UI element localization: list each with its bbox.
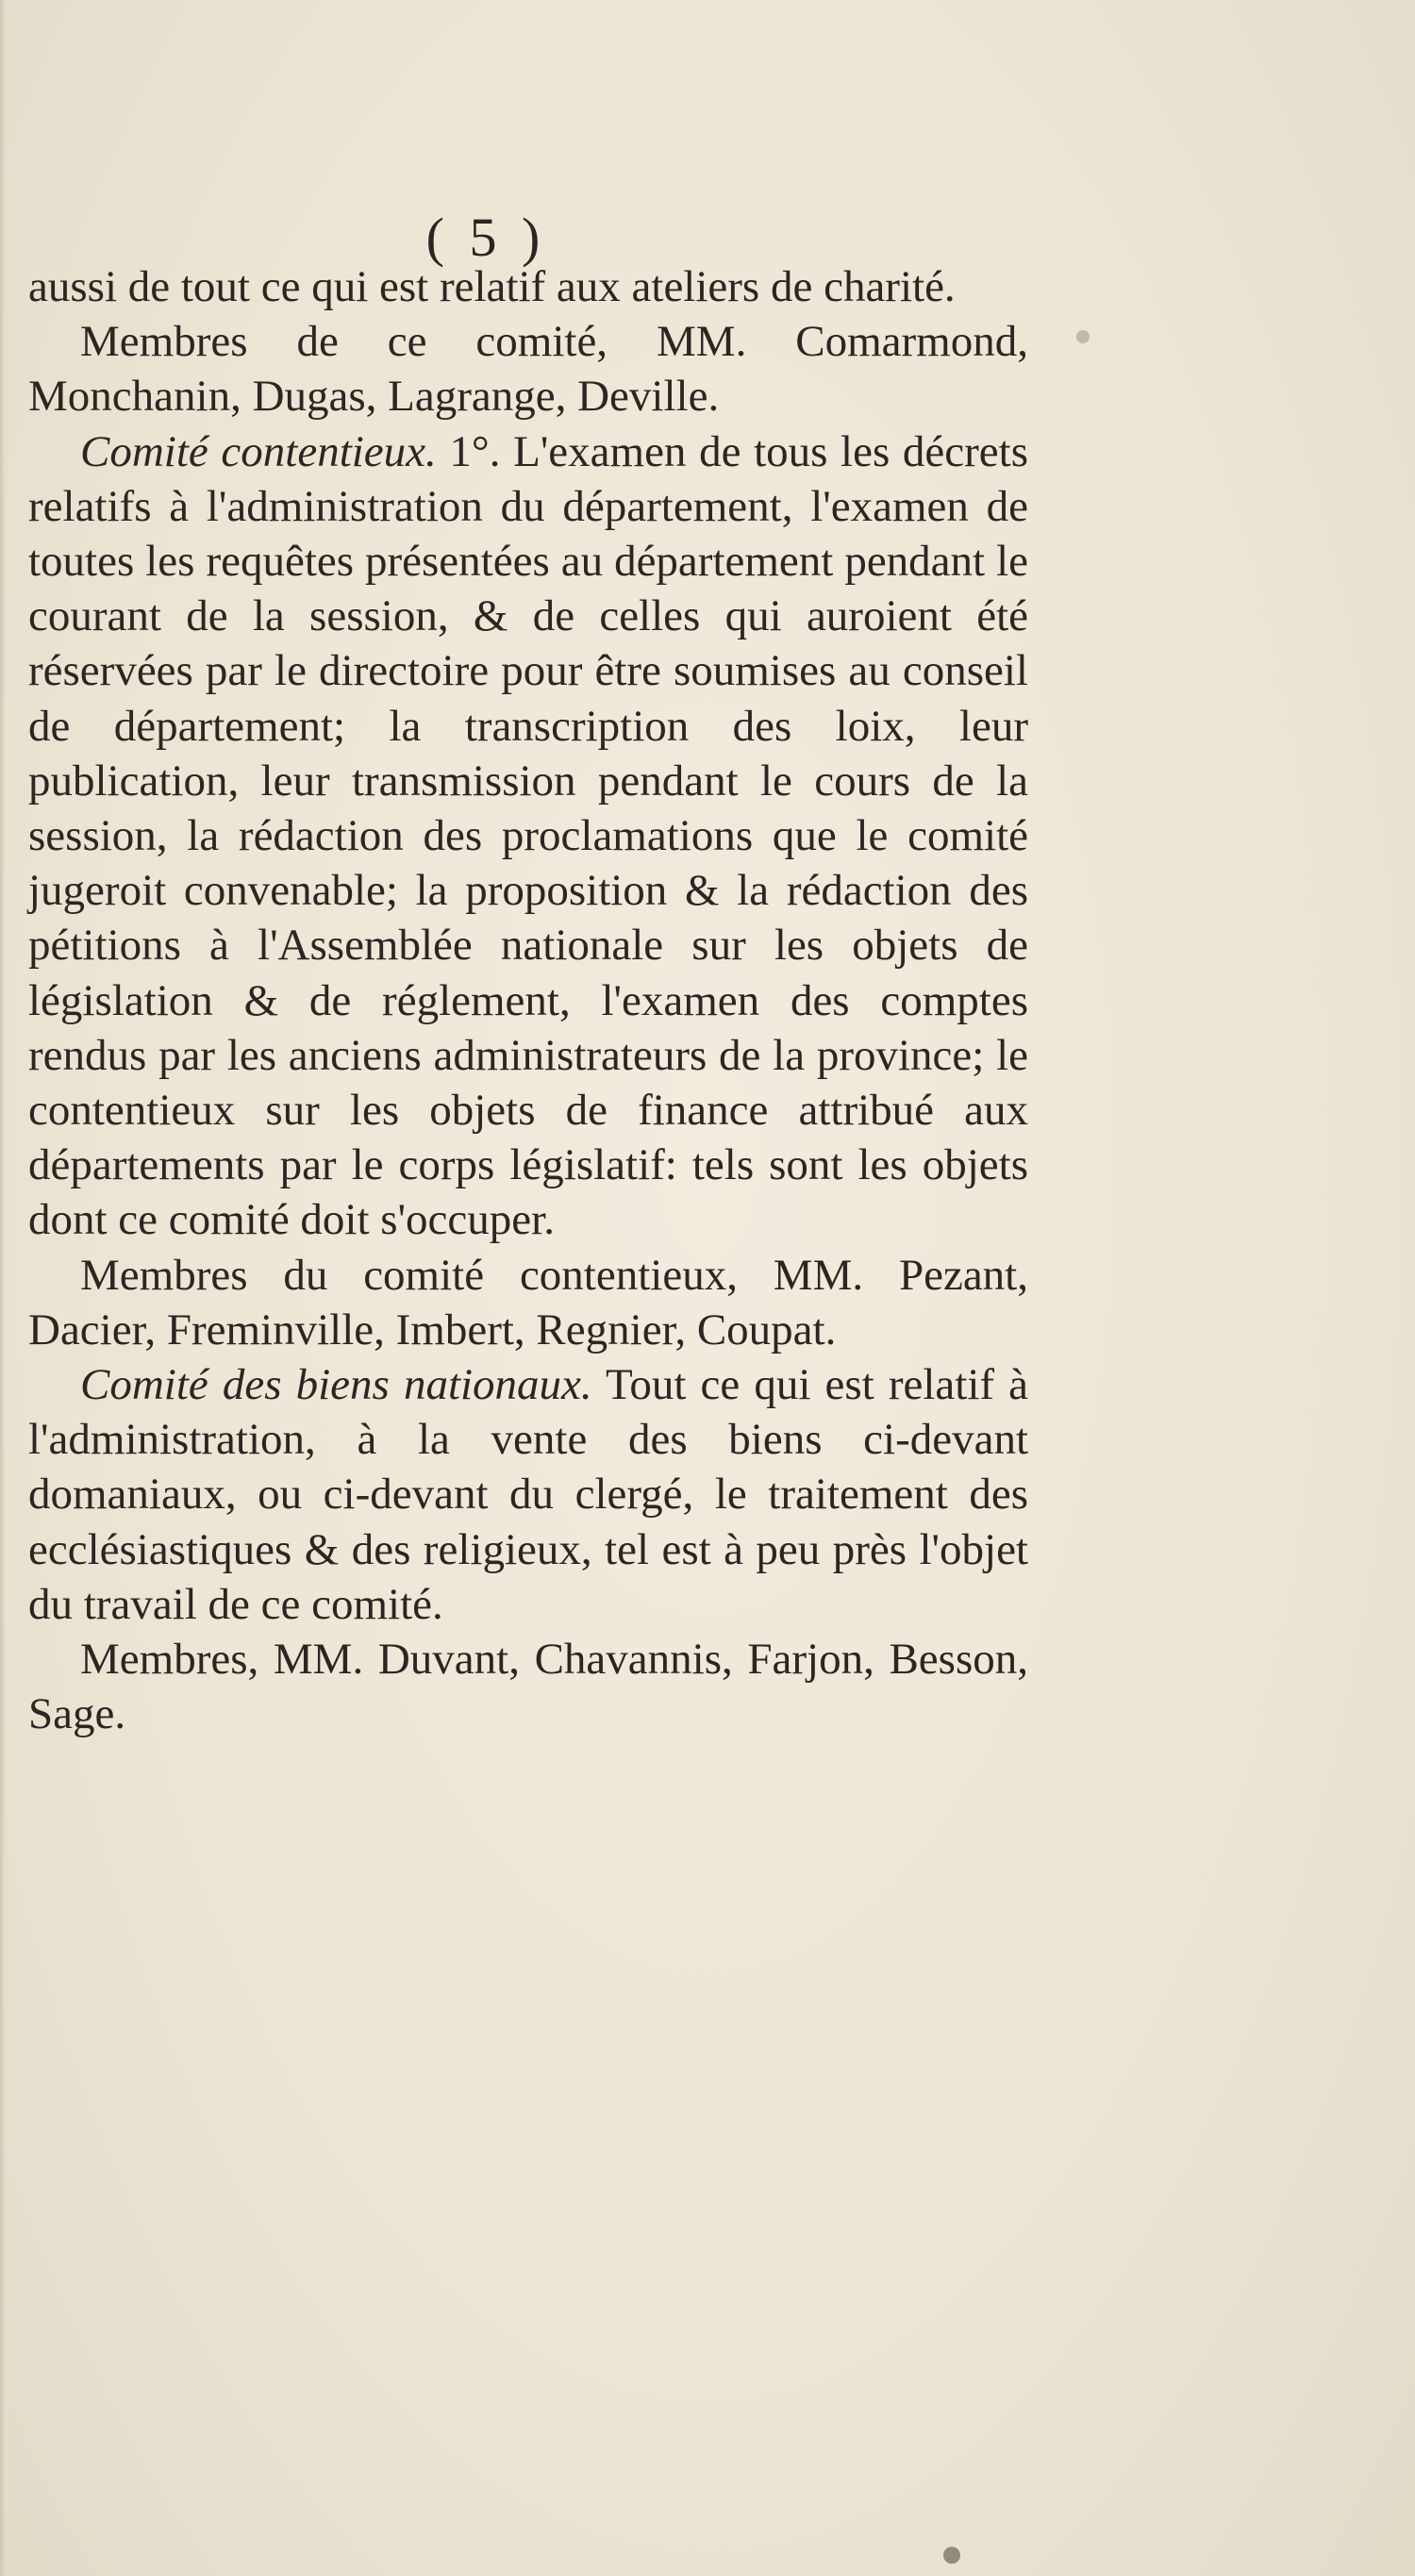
paragraph-text: Membres, MM. Duvant, Chavannis, Farjon, Besson, Sage. (28, 1635, 1028, 1739)
paper-stain (1076, 330, 1090, 343)
paragraph-members-contentieux (28, 1248, 1028, 1357)
paper-stain (943, 2547, 960, 2564)
paragraph-continuation (28, 259, 1028, 314)
section-heading: Comité contentieux. (80, 426, 437, 476)
paragraph-text: aussi de tout ce qui est relatif aux ateliers de charité. (28, 262, 956, 311)
paragraph-text: Membres de ce comité, MM. Comarmond, Monchanin, Dugas, Lagrange, Deville. (28, 317, 1028, 422)
section-heading: Comité des biens nationaux. (80, 1360, 592, 1410)
paragraph-text: 1°. L'examen de tous les décrets relatifs à l'administration du département, l'examen de toutes les requêtes présentées au département pendant le courant de la session, & de celles qui auroient été réservées par le directoire pour être soumises au conseil de département; la transcription des loix, leur publication, leur transmission pendant le cours de la session, la rédaction des proclamations que le comité jugeroit convenable; la proposition & la rédaction des pétitions à l'Assemblée nationale sur les objets de législation & de réglement, l'examen des comptes rendus par les anciens administrateurs de la province; le contentieux sur les objets de finance attribué aux départements par le corps législatif: tels sont les objets dont ce comité doit s'occuper. (28, 426, 1028, 1245)
paragraph-text: Tout ce qui est relatif à l'administration, à la vente des biens ci-devant domaniaux, ou ci-devant du clergé, le traitement des ecclésiastiques & des religieux, tel est à peu près l'objet du travail de ce comité. (28, 1360, 1028, 1629)
paragraph-comite-contentieux (28, 424, 1028, 1248)
paragraph-text: Membres du comité contentieux, MM. Pezant, Dacier, Freminville, Imbert, Regnier, Coupat. (28, 1250, 1028, 1354)
paragraph-members-charity (28, 314, 1028, 424)
page-number: ( 5 ) (425, 207, 546, 268)
page-edge-shadow (0, 0, 6, 2576)
paragraph-biens-nationaux (28, 1357, 1028, 1632)
body-text (28, 259, 1028, 1741)
paragraph-members-biens (28, 1632, 1028, 1741)
